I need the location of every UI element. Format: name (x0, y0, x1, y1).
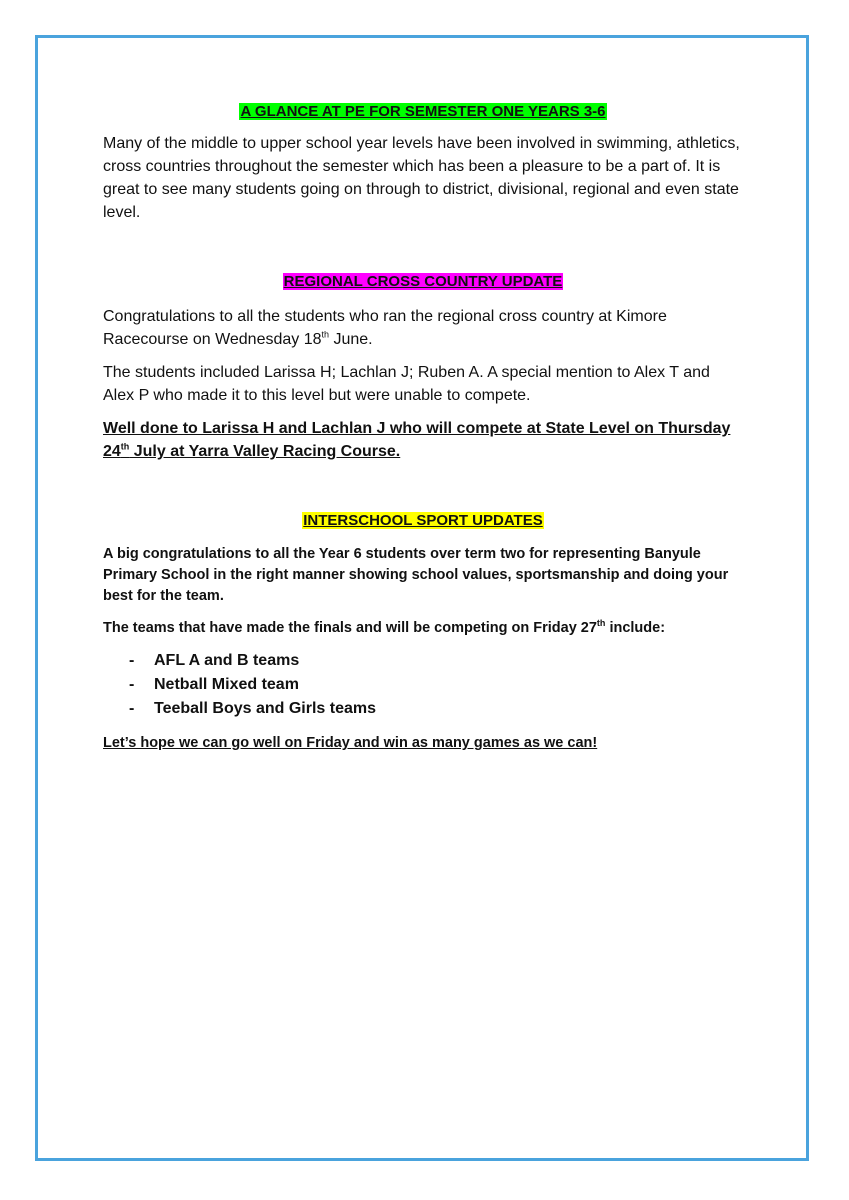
interschool-congrats: A big congratulations to all the Year 6 students over term two for representing Banyule Primary School in the right manner showing school values, sportsmanship and doing your best for the team. (103, 546, 729, 604)
pe-glance-body: Many of the middle to upper school year levels have been involved in swimming, athletics, cross countries throughout the semester which has been a pleasure to be a part of. It is great to see many students going on through to district, divisional, regional and even state level. (103, 135, 740, 221)
newsletter-content (103, 100, 743, 754)
state-level-announcement: Well done to Larissa H and Lachlan J who will compete at State Level on Thursday 24th July at Yarra Valley Racing Course. (103, 420, 731, 460)
list-item: - Teeball Boys and Girls teams (129, 697, 743, 721)
cross-country-students: The students included Larissa H; Lachlan J; Ruben A. A special mention to Alex T and Alex P who made it to this level but were unable to compete. (103, 364, 710, 404)
section-heading-pe-glance: A GLANCE AT PE FOR SEMESTER ONE YEARS 3-6 (240, 103, 606, 120)
cross-country-congrats: Congratulations to all the students who ran the regional cross country at Kimore Racecourse on Wednesday 18th June. (103, 308, 667, 348)
list-item: - Netball Mixed team (129, 673, 743, 697)
section-heading-cross-country: REGIONAL CROSS COUNTRY UPDATE (283, 273, 563, 290)
closing-remark: Let’s hope we can go well on Friday and win as many games as we can! (103, 735, 598, 751)
list-item: - AFL A and B teams (129, 649, 743, 673)
section-heading-interschool: INTERSCHOOL SPORT UPDATES (303, 512, 543, 529)
finals-teams-intro: The teams that have made the finals and will be competing on Friday 27th include: (103, 618, 666, 636)
finals-teams-list (103, 649, 743, 721)
